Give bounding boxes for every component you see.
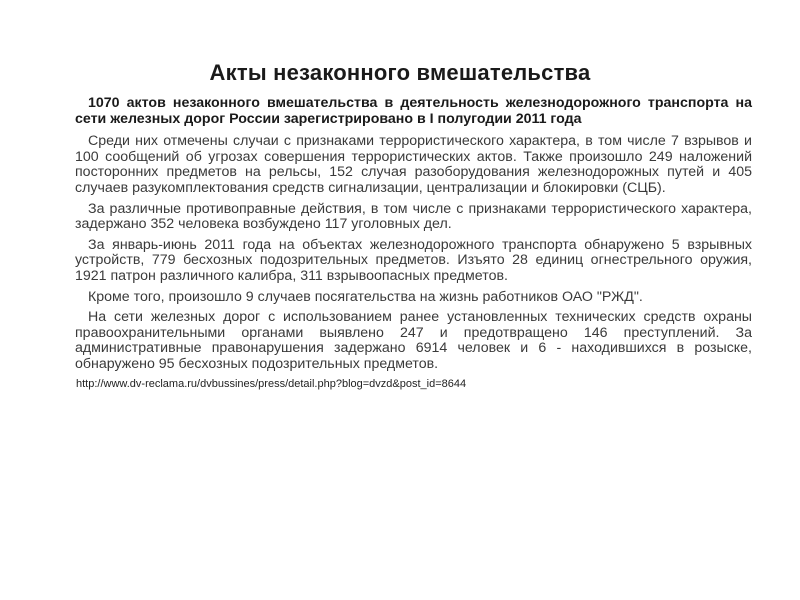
paragraph-findings: За январь-июнь 2011 года на объектах железнодорожного транспорта обнаружено 5 взрывных устройств, 779 бесхозных подозрительных предметов. Изъято 28 единиц огнестрельного оружия, 1921 патрон различного калибра, 311 взрывоопасных предметов. (75, 236, 752, 284)
slide-body (75, 96, 752, 391)
lead-paragraph: 1070 актов незаконного вмешательства в деятельность железнодорожного транспорта на сети железных дорог России зарегистрировано в I полугодии 2011 года (75, 95, 752, 127)
paragraph-crime-prevention: На сети железных дорог с использованием ранее установленных технических средств охраны правоохранительными органами выявлено 247 и предотвращено 146 преступлений. За административные правонарушения задержано 6914 человек и 6 - находившихся в розыске, обнаружено 95 бесхозных подозрительных предметов. (75, 309, 752, 372)
paragraph-detentions: За различные противоправные действия, в том числе с признаками террористического характера, задержано 352 человека возбуждено 117 уголовных дел. (75, 200, 752, 233)
paragraph-attacks-on-workers: Кроме того, произошло 9 случаев посягательства на жизнь работников ОАО "РЖД". (88, 288, 643, 305)
slide-title: Акты незаконного вмешательства (209, 60, 591, 85)
paragraph-terrorism-cases: Среди них отмечены случаи с признаками террористического характера, в том числе 7 взрывов и 100 сообщений об угрозах совершения террористических актов. Также произошло 249 наложений посторонних предметов на рельсы, 152 случая разоборудования железнодорожных путей и 405 случаев разукомплектования средств сигнализации, централизации и блокировки (СЦБ). (75, 133, 752, 196)
source-link[interactable]: http://www.dv-reclama.ru/dvbussines/press/detail.php?blog=dvzd&post_id=8644 (76, 377, 467, 390)
